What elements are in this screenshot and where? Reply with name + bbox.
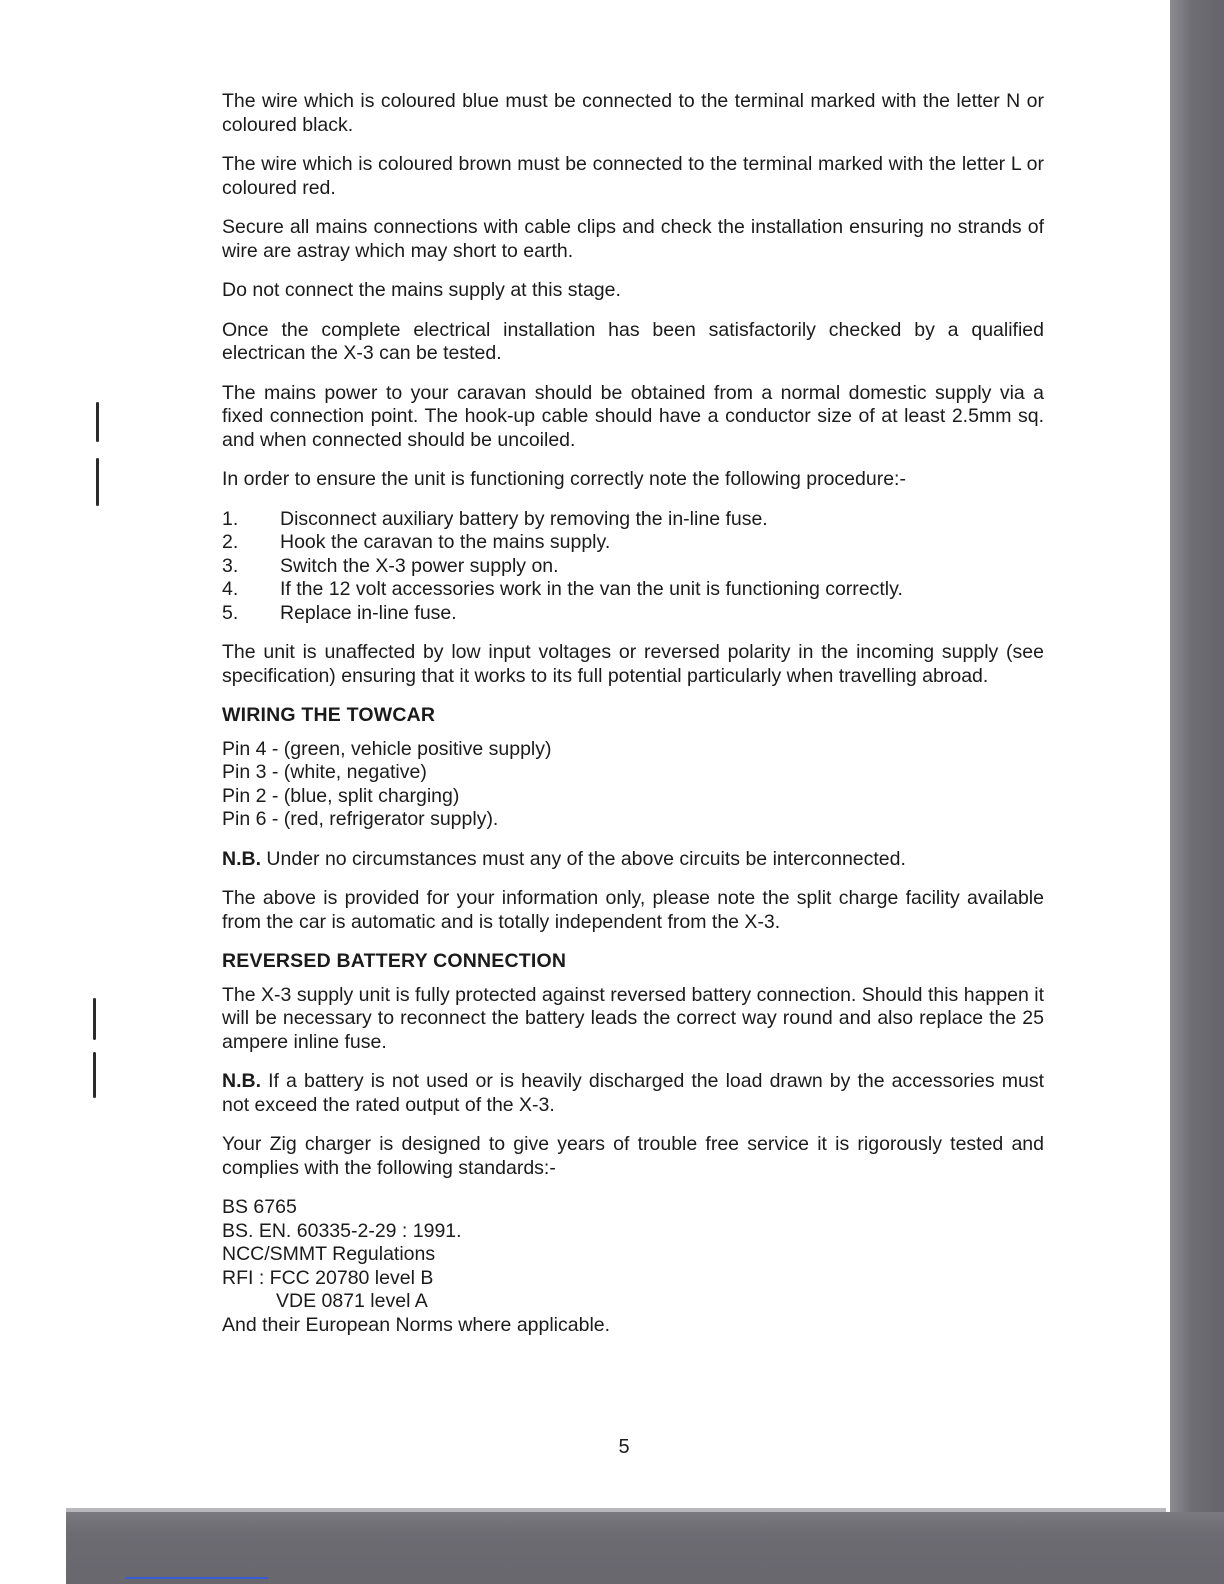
pin-line: Pin 6 - (red, refrigerator supply). <box>222 808 499 830</box>
document-body <box>222 90 1044 1353</box>
section-heading: REVERSED BATTERY CONNECTION <box>222 950 567 972</box>
procedure-step <box>222 602 1044 626</box>
paragraph: The wire which is coloured blue must be connected to the terminal marked with the letter N or coloured black. <box>222 90 1044 136</box>
standard-item: VDE 0871 level A <box>276 1290 428 1312</box>
pin-line: Pin 4 - (green, vehicle positive supply) <box>222 737 552 760</box>
section-heading: WIRING THE TOWCAR <box>222 704 436 726</box>
step-text: Disconnect auxiliary battery by removing the in-line fuse. <box>280 507 768 530</box>
step-number: 2. <box>222 531 239 553</box>
binding-hole-mark <box>96 458 99 506</box>
step-text: If the 12 volt accessories work in the van the unit is functioning correctly. <box>280 578 903 600</box>
procedure-step <box>222 555 1044 579</box>
standards-list <box>222 1196 1044 1337</box>
paragraph: Secure all mains connections with cable clips and check the installation ensuring no strands of wire are astray which may short to earth. <box>222 216 1044 262</box>
binding-hole-mark <box>93 1052 96 1098</box>
paragraph: Do not connect the mains supply at this stage. <box>222 279 621 301</box>
step-number: 1. <box>222 507 239 530</box>
procedure-list <box>222 508 1044 626</box>
binding-hole-mark <box>96 402 99 442</box>
nb-note <box>222 848 1044 872</box>
standard-item: NCC/SMMT Regulations <box>222 1243 436 1265</box>
paragraph: In order to ensure the unit is functioning correctly note the following procedure:- <box>222 468 906 490</box>
page-margin <box>0 0 66 1584</box>
step-number: 3. <box>222 554 239 577</box>
scan-shadow-right <box>1170 0 1224 1584</box>
step-text: Switch the X-3 power supply on. <box>280 554 559 577</box>
standard-item: RFI : FCC 20780 level B <box>222 1266 434 1289</box>
standard-item: BS 6765 <box>222 1196 297 1218</box>
nb-text: Under no circumstances must any of the above circuits be interconnected. <box>261 847 906 870</box>
nb-text: If a battery is not used or is heavily discharged the load drawn by the accessories must not exceed the rated output of the X-3. <box>222 1070 1044 1116</box>
procedure-step <box>222 531 1044 555</box>
step-text: Hook the caravan to the mains supply. <box>280 531 611 553</box>
nb-label: N.B. <box>222 1070 261 1092</box>
standards-closing: And their European Norms where applicable. <box>222 1313 611 1336</box>
pin-list <box>222 738 1044 832</box>
pin-line: Pin 3 - (white, negative) <box>222 761 427 783</box>
nb-note <box>222 1070 1044 1117</box>
paragraph: The unit is unaffected by low input voltages or reversed polarity in the incoming supply (see specification) ensuring that it works to its full potential particularly when travelling abroad. <box>222 641 1044 687</box>
paragraph: Once the complete electrical installation has been satisfactorily checked by a qualified electrican the X-3 can be tested. <box>222 318 1044 364</box>
nb-label: N.B. <box>222 847 261 870</box>
page-number: 5 <box>618 1436 630 1458</box>
paragraph: Your Zig charger is designed to give years of trouble free service it is rigorously tested and complies with the following standards:- <box>222 1133 1044 1179</box>
paragraph: The above is provided for your information only, please note the split charge facility available from the car is automatic and is totally independent from the X-3. <box>222 887 1044 933</box>
step-text: Replace in-line fuse. <box>280 601 457 624</box>
pin-line: Pin 2 - (blue, split charging) <box>222 784 460 807</box>
paragraph: The X-3 supply unit is fully protected against reversed battery connection. Should this happen it will be necessary to reconnect the battery leads the correct way round and also replace the 25 ampere inline fuse. <box>222 983 1044 1053</box>
blue-scan-line <box>126 1577 268 1579</box>
paragraph: The wire which is coloured brown must be connected to the terminal marked with the letter L or coloured red. <box>222 153 1044 199</box>
procedure-step <box>222 508 1044 532</box>
paragraph: The mains power to your caravan should be obtained from a normal domestic supply via a fixed connection point. The hook-up cable should have a conductor size of at least 2.5mm sq. and when connected should be uncoiled. <box>222 381 1044 451</box>
step-number: 5. <box>222 601 239 624</box>
procedure-step <box>222 578 1044 602</box>
standard-item: BS. EN. 60335-2-29 : 1991. <box>222 1219 462 1242</box>
scan-shadow-bottom <box>66 1512 1224 1584</box>
binding-hole-mark <box>93 998 96 1040</box>
step-number: 4. <box>222 578 239 600</box>
